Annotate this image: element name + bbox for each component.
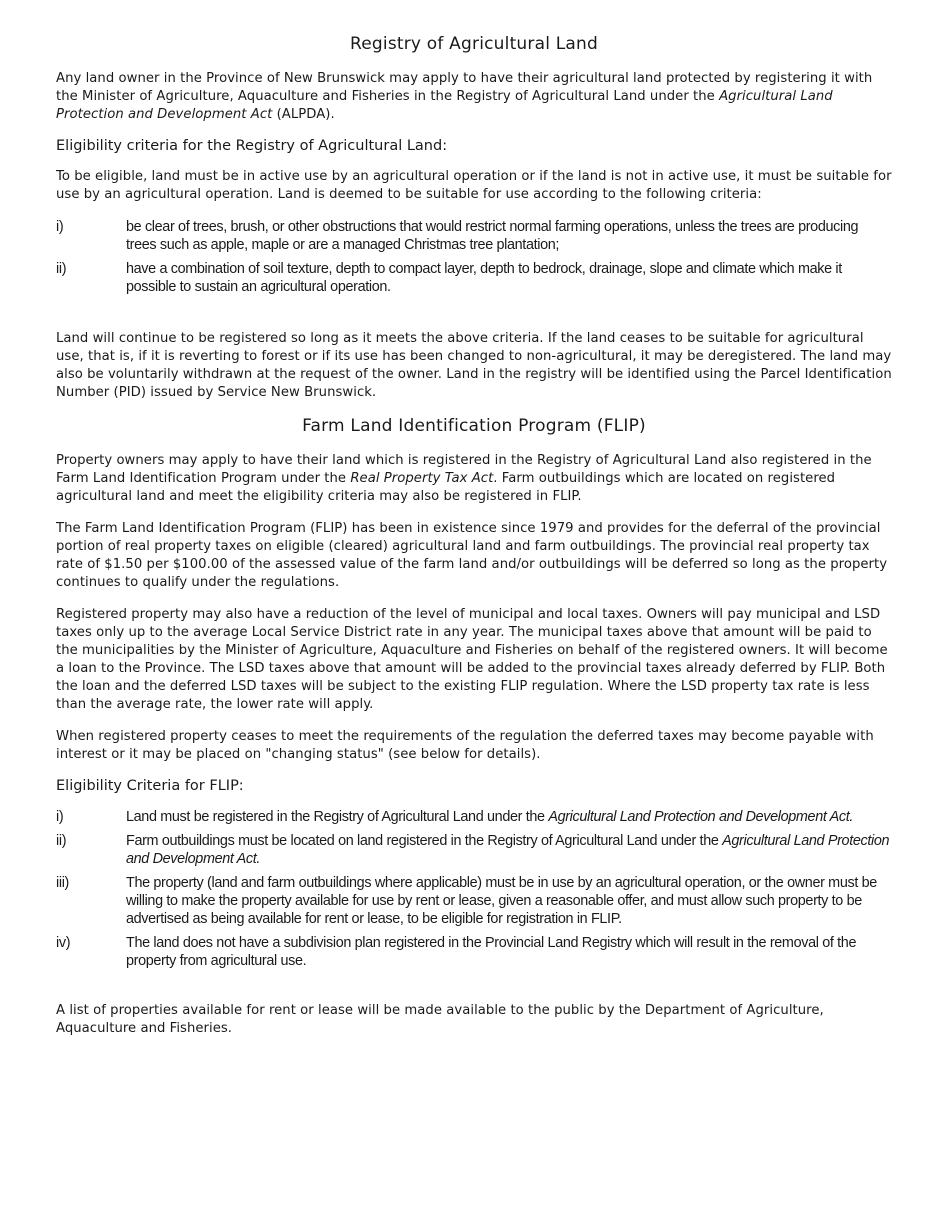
registry-continuation-paragraph: Land will continue to be registered so long as it meets the above criteria. If the land ceases to be suitable for agricultural use, that is, if it is reverting to forest or if its use has been changed to non-agricultural, it may be deregistered. The land may also be voluntarily withdrawn at the request of the owner. Land in the registry will be identified using the Parcel Identification Number (PID) issued by Service New Brunswick. [56, 331, 892, 400]
flip-paragraph-3: Registered property may also have a reduction of the level of municipal and local taxes. Owners will pay municipal and LSD taxes only up to the average Local Service District rate in any year. The municipal taxes above that amount will be paid to the municipalities by the Minister of Agriculture, Aquaculture and Fisheries on behalf of the registered owners. It will become a loan to the Province. The LSD taxes above that amount will be added to the provincial taxes already deferred by FLIP. Both the loan and the deferred LSD taxes will be subject to the existing FLIP regulation. Where the LSD property tax rate is less than the average rate, the lower rate will apply. [56, 607, 888, 712]
list-item-text [126, 832, 892, 868]
list-item-act-name: Agricultural Land Protection and Development Act. [548, 809, 854, 825]
list-item [56, 934, 892, 970]
list-item-text-body: Farm outbuildings must be located on land registered in the Registry of Agricultural Land under the [126, 833, 723, 849]
flip-p1-text: Property owners may apply to have their land which is registered in the Registry of Agricultural Land also registered in the Farm Land Identification Program under the [56, 453, 872, 486]
list-item [56, 808, 892, 826]
document-page [56, 34, 892, 1052]
flip-paragraph-4: When registered property ceases to meet the requirements of the regulation the deferred taxes may become payable with interest or it may be placed on "changing status" (see below for details). [56, 729, 874, 762]
list-item [56, 874, 892, 928]
spacer [56, 976, 892, 1002]
registry-title: Registry of Agricultural Land [350, 34, 598, 54]
registry-eligibility-paragraph: To be eligible, land must be in active use by an agricultural operation or if the land is not in active use, it must be suitable for use by an agricultural operation. Land is deemed to be suitable for use according to the following criteria: [56, 169, 892, 202]
list-item-number: ii) [56, 833, 67, 849]
list-item-text: The land does not have a subdivision plan registered in the Provincial Land Registry which will result in the removal of the property from agricultural use. [126, 935, 857, 969]
flip-criteria-list [56, 808, 892, 970]
list-item-text-body: Land must be registered in the Registry of Agricultural Land under the [126, 809, 549, 825]
flip-paragraph-2: The Farm Land Identification Program (FLIP) has been in existence since 1979 and provides for the deferral of the provincial portion of real property taxes on eligible (cleared) agricultural land and farm outbuildings. The provincial real property tax rate of $1.50 per $100.00 of the assessed value of the farm land and/or outbuildings will be deferred so long as the property continues to qualify under the regulations. [56, 521, 888, 590]
list-item-number: i) [56, 219, 64, 235]
list-item-text: have a combination of soil texture, depth to compact layer, depth to bedrock, drainage, slope and climate which make it possible to sustain an agricultural operation. [126, 261, 842, 295]
spacer [56, 302, 892, 330]
flip-title: Farm Land Identification Program (FLIP) [302, 416, 646, 436]
list-item [56, 832, 892, 868]
list-item-number: iii) [56, 875, 69, 891]
registry-intro-suffix: (ALPDA). [272, 107, 335, 122]
registry-eligibility-heading: Eligibility criteria for the Registry of Agricultural Land: [56, 138, 448, 154]
flip-p1-suffix: . Farm outbuildings which are located on registered agricultural land and meet the eligibility criteria may also be registered in FLIP. [56, 471, 836, 504]
registry-intro-text: Any land owner in the Province of New Brunswick may apply to have their agricultural land protected by registering it with the Minister of Agriculture, Aquaculture and Fisheries in the Registry of Agricultural Land under the [56, 71, 873, 104]
list-item-number: ii) [56, 261, 67, 277]
registry-intro-act-name: Agricultural Land Protection and Development Act [56, 89, 833, 122]
list-item-text [126, 808, 892, 826]
flip-p1-act-name: Real Property Tax Act [350, 471, 494, 486]
list-item [56, 218, 892, 254]
flip-eligibility-heading: Eligibility Criteria for FLIP: [56, 778, 244, 794]
list-item-act-name: Agricultural Land Protection and Development Act. [126, 833, 890, 867]
flip-closing-paragraph: A list of properties available for rent or lease will be made available to the public by the Department of Agriculture, Aquaculture and Fisheries. [56, 1003, 824, 1036]
list-item-number: i) [56, 809, 64, 825]
list-item [56, 260, 892, 296]
list-item-text: The property (land and farm outbuildings where applicable) must be in use by an agricultural operation, or the owner must be willing to make the property available for use by rent or lease, given a reasonable offer, and must allow such property to be advertised as being available for rent or lease, to be eligible for registration in FLIP. [126, 875, 877, 927]
registry-intro-paragraph [56, 70, 892, 124]
registry-criteria-list [56, 218, 892, 296]
flip-paragraph-1 [56, 452, 892, 506]
list-item-number: iv) [56, 935, 71, 951]
list-item-text: be clear of trees, brush, or other obstructions that would restrict normal farming operations, unless the trees are producing trees such as apple, maple or are a managed Christmas tree plantation; [126, 219, 859, 253]
